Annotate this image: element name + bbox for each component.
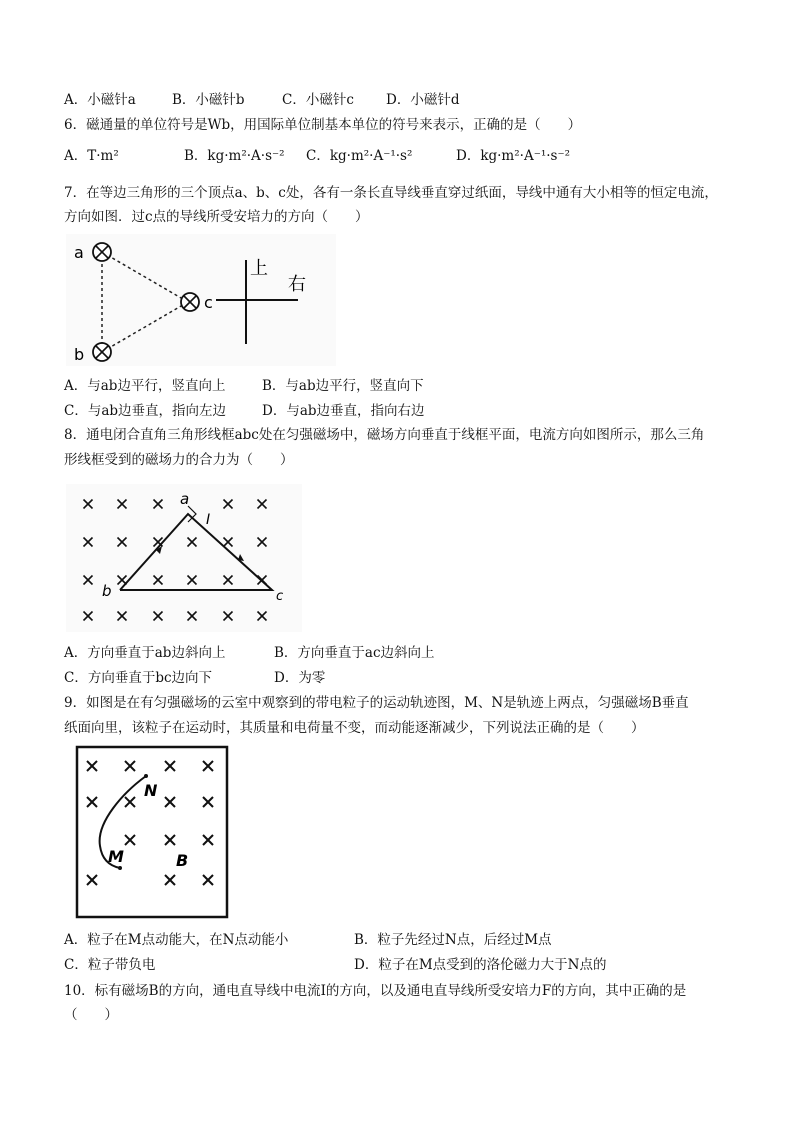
q10-stem-line2: （ ） [64, 1007, 118, 1023]
q8-options-row2 [64, 668, 325, 688]
q9-label-b: B [176, 851, 189, 870]
q7-option-d: D．与ab边垂直，指向右边 [262, 403, 425, 419]
q8-option-a: A．方向垂直于ab边斜向上 [64, 645, 226, 661]
q9-option-d: D．粒子在M点受到的洛伦磁力大于N点的 [354, 957, 607, 973]
q9-figure [74, 744, 230, 920]
q8-label-b: b [102, 582, 112, 600]
q9-stem-line2: 纸面向里，该粒子在运动时，其质量和电荷量不变，而动能逐渐减少，下列说法正确的是（ ） [64, 720, 645, 736]
q8-option-b: B．方向垂直于ac边斜向上 [274, 645, 435, 661]
q7-options-row2 [64, 401, 425, 421]
q7-option-b: B．与ab边平行，竖直向下 [262, 378, 424, 394]
q9-option-c: C．粒子带负电 [64, 957, 156, 973]
q7-option-c: C．与ab边垂直，指向左边 [64, 403, 227, 419]
q9-track-end-dot [118, 866, 122, 870]
q9-options-row1 [64, 930, 552, 950]
q8-option-d: D．为零 [274, 670, 326, 686]
q7-current-into-page-icon-c [181, 293, 199, 311]
q8-label-c: c [276, 589, 284, 604]
q7-stem-line2: 方向如图．过c点的导线所受安培力的方向（ ） [64, 209, 369, 225]
q9-label-n: N [144, 781, 158, 800]
q10-stem-line1: 10．标有磁场B的方向，通电直导线中电流I的方向，以及通电直导线所受安培力F的方向，其中正确的是 [64, 983, 687, 999]
q7-options-row1 [64, 376, 424, 396]
q6-option-c: C．kg·m²·A⁻¹·s² [306, 148, 413, 164]
q9-cloud-chamber-frame [77, 747, 227, 917]
q5-option-d: D．小磁针d [386, 92, 460, 108]
q8-figure [66, 484, 302, 632]
q6-option-b: B．kg·m²·A·s⁻² [184, 148, 285, 164]
q9-point-n-dot [144, 774, 148, 778]
q7-figure [66, 234, 336, 366]
q8-label-i: I [206, 512, 211, 528]
q5-option-a: A．小磁针a [64, 92, 136, 108]
q7-option-a: A．与ab边平行，竖直向上 [64, 378, 226, 394]
q5-options [64, 90, 459, 110]
q8-option-c: C．方向垂直于bc边向下 [64, 670, 213, 686]
q9-label-m: M [108, 847, 124, 866]
q7-current-into-page-icon-b [93, 343, 111, 361]
q9-option-a: A．粒子在M点动能大，在N点动能小 [64, 932, 289, 948]
q7-label-right: 右 [288, 274, 306, 295]
q6-stem: 6．磁通量的单位符号是Wb，用国际单位制基本单位的符号来表示，正确的是（ ） [64, 117, 582, 133]
q9-option-b: B．粒子先经过N点，后经过M点 [354, 932, 552, 948]
q7-current-into-page-icon-a [93, 243, 111, 261]
q7-stem-line1: 7．在等边三角形的三个顶点a、b、c处，各有一条长直导线垂直穿过纸面，导线中通有大小相等的恒定电流， [64, 185, 718, 201]
q9-options-row2 [64, 955, 606, 975]
q8-stem-line1: 8．通电闭合直角三角形线框abc处在匀强磁场中，磁场方向垂直于线框平面，电流方向如图所示，那么三角 [64, 427, 705, 443]
q6-options [64, 146, 570, 166]
q7-label-b: b [74, 345, 85, 364]
q6-option-d: D．kg·m²·A⁻¹·s⁻² [456, 148, 570, 164]
q8-stem-line2: 形线框受到的磁场力的合力为（ ） [64, 452, 294, 468]
q8-label-a: a [180, 490, 190, 508]
q5-option-c: C．小磁针c [282, 92, 354, 108]
q7-label-c: c [204, 293, 213, 312]
q7-label-a: a [74, 243, 84, 262]
q9-stem-line1: 9．如图是在有匀强磁场的云室中观察到的带电粒子的运动轨迹图，M、N是轨迹上两点，匀强磁场B垂直 [64, 695, 689, 711]
q5-option-b: B．小磁针b [172, 92, 245, 108]
q6-option-a: A．T·m² [64, 148, 119, 164]
q7-label-up: 上 [250, 258, 268, 279]
q8-options-row1 [64, 643, 435, 663]
